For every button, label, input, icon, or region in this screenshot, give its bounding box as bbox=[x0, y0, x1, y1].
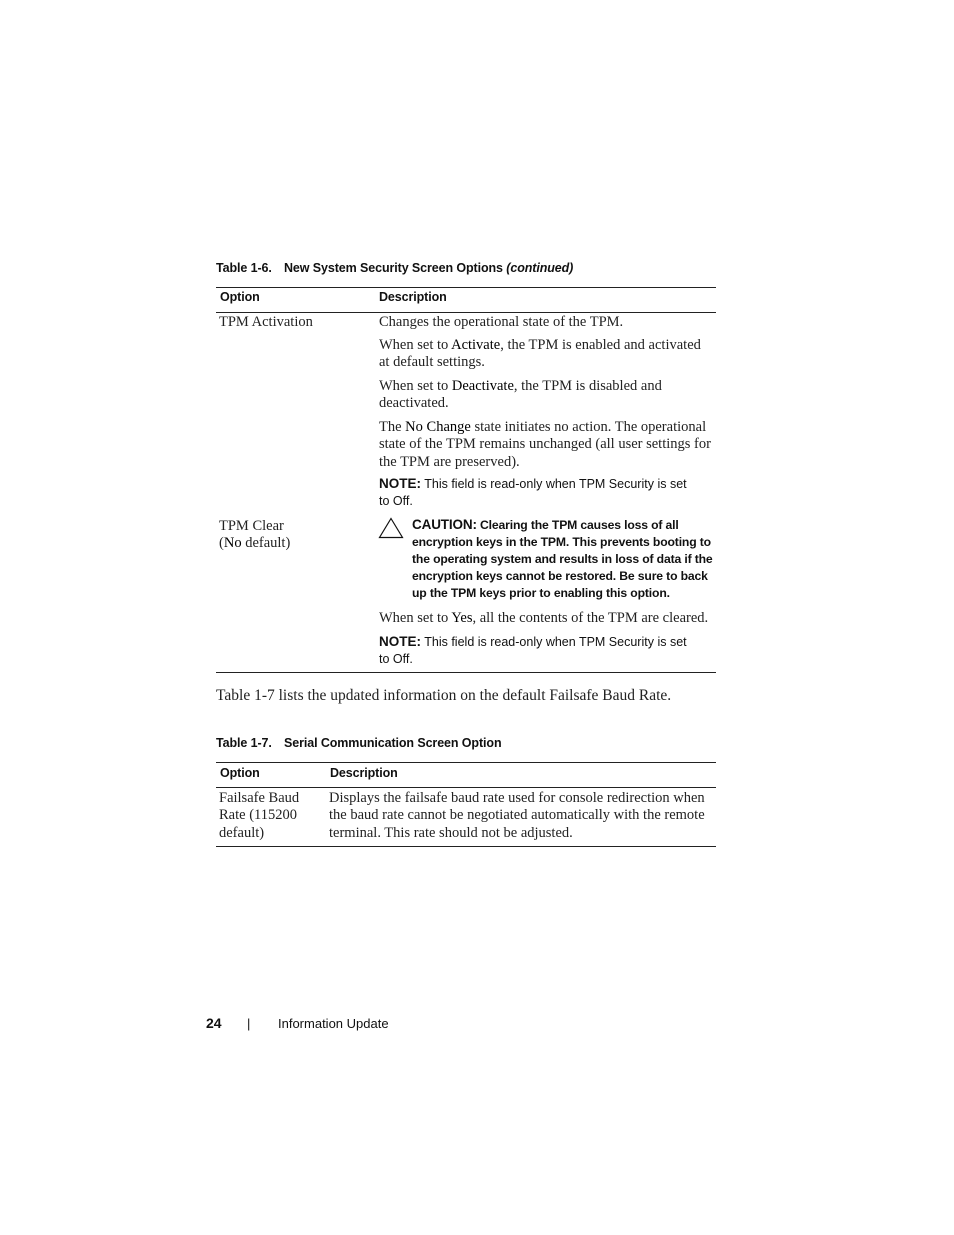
table-header-rule bbox=[216, 312, 716, 313]
tpm-activation-desc-activate: When set to Activate, the TPM is enabled and activated at default settings. bbox=[379, 337, 701, 371]
column-header-description: Description bbox=[330, 766, 398, 780]
option-tpm-activation: TPM Activation bbox=[219, 314, 313, 330]
option-tpm-clear: TPM Clear (No default) bbox=[219, 518, 291, 552]
deactivate-keyword: Deactivate bbox=[451, 378, 514, 394]
no-change-keyword: No Change bbox=[405, 419, 471, 435]
table-1-6-caption bbox=[216, 261, 573, 275]
table-top-rule bbox=[216, 762, 716, 763]
table-header-rule bbox=[216, 787, 716, 788]
table-top-rule bbox=[216, 287, 716, 288]
tpm-clear-desc-yes: When set to Yes, all the contents of the TPM are cleared. bbox=[379, 610, 709, 626]
table-caption-number: Table 1-7. bbox=[216, 736, 272, 750]
caution-label: CAUTION: bbox=[412, 517, 477, 532]
footer-title: Information Update bbox=[278, 1016, 389, 1031]
activate-keyword: Activate bbox=[451, 337, 501, 353]
table-caption-number: Table 1-6. bbox=[216, 261, 272, 275]
table-bottom-rule bbox=[216, 846, 716, 847]
option-failsafe-baud-rate: Failsafe Baud Rate (115200 default) bbox=[219, 790, 300, 841]
body-paragraph: Table 1-7 lists the updated information on the default Failsafe Baud Rate. bbox=[216, 687, 672, 704]
tpm-activation-desc-no-change: The No Change state initiates no action. The operational state of the TPM remains unchanged (all user settings for the TPM are preserved). bbox=[379, 419, 711, 470]
column-header-option: Option bbox=[220, 290, 260, 304]
tpm-clear-note: NOTE: This field is read-only when TPM Security is set to Off. bbox=[379, 634, 687, 666]
table-bottom-rule bbox=[216, 672, 716, 673]
caution-triangle-icon bbox=[378, 517, 404, 539]
tpm-activation-desc-1: Changes the operational state of the TPM. bbox=[379, 314, 624, 330]
table-caption-title: New System Security Screen Options bbox=[284, 261, 503, 275]
footer-separator: | bbox=[247, 1016, 251, 1031]
column-header-description: Description bbox=[379, 290, 447, 304]
tpm-activation-note: NOTE: This field is read-only when TPM Security is set to Off. bbox=[379, 476, 687, 508]
yes-keyword: Yes bbox=[451, 610, 473, 626]
tpm-activation-desc-deactivate: When set to Deactivate, the TPM is disabled and deactivated. bbox=[379, 378, 662, 412]
column-header-option: Option bbox=[220, 766, 260, 780]
note-label: NOTE: bbox=[379, 476, 421, 491]
note-label: NOTE: bbox=[379, 634, 421, 649]
table-1-7-caption bbox=[216, 736, 501, 750]
table-caption-title: Serial Communication Screen Option bbox=[284, 736, 502, 750]
tpm-clear-caution: CAUTION: Clearing the TPM causes loss of all encryption keys in the TPM. This prevents booting to the operating system and results in loss of data if the encryption keys cannot be restored. Be sure to back up the TPM keys prior to enabling this option. bbox=[412, 517, 713, 601]
table-caption-continued: (continued) bbox=[506, 261, 574, 275]
page-number: 24 bbox=[206, 1015, 222, 1031]
failsafe-baud-rate-description: Displays the failsafe baud rate used for console redirection when the baud rate cannot be negotiated automatically with the remote terminal. This rate should not be adjusted. bbox=[329, 790, 705, 841]
no-keyword: No bbox=[223, 535, 242, 552]
